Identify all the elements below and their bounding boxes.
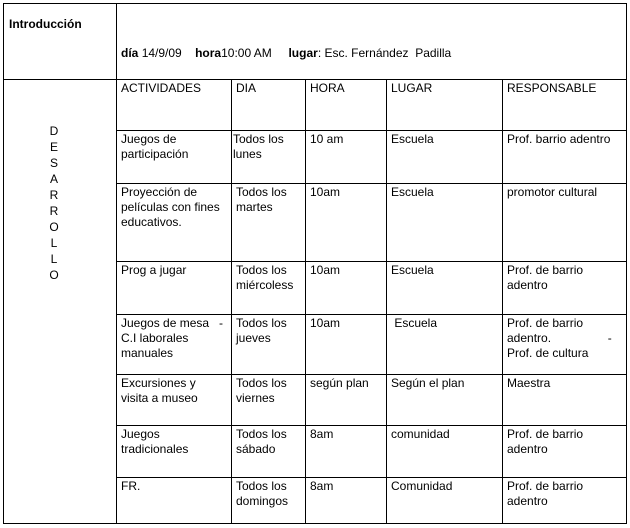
table-cell: 8am: [310, 427, 334, 441]
lugar-value: : Esc. Fernández Padilla: [317, 46, 452, 60]
table-cell: 10 am: [310, 132, 344, 146]
side-label-desarrollo: [44, 123, 64, 283]
col-divider-dia: [231, 79, 232, 524]
row-divider: [116, 374, 627, 375]
side-letter: O: [49, 220, 59, 234]
table-cell: Todos los jueves: [236, 316, 287, 345]
row-divider: [116, 314, 627, 315]
left-column-divider: [116, 3, 117, 524]
column-header-hora: HORA: [310, 81, 345, 95]
table-cell: Proyección de películas con fines educativos.: [121, 185, 220, 229]
table-cell: Juegos tradicionales: [121, 427, 189, 456]
column-header-responsable: RESPONSABLE: [507, 81, 597, 95]
table-cell: Todos los domingos: [236, 479, 289, 508]
table-cell: FR.: [121, 479, 141, 493]
side-letter: L: [50, 252, 58, 266]
side-letter: A: [49, 172, 58, 186]
dia-value: 14/9/09: [141, 46, 182, 60]
header-divider: [3, 79, 627, 80]
table-cell: Escuela: [391, 185, 434, 199]
table-cell: 8am: [310, 479, 334, 493]
table-cell: Comunidad: [391, 479, 453, 493]
table-cell: Escuela: [391, 132, 434, 146]
table-cell: Juegos de participación: [121, 132, 189, 161]
row-divider: [116, 130, 627, 131]
table-cell: Todos los viernes: [236, 376, 287, 405]
table-cell: Prof. de barrio adentro: [507, 427, 584, 456]
table-cell: Prog a jugar: [121, 263, 187, 277]
side-letter: E: [49, 140, 58, 154]
table-cell: comunidad: [391, 427, 450, 441]
table-cell: Maestra: [507, 376, 551, 390]
col-divider-hora: [305, 79, 306, 524]
table-cell: Prof. de barrio adentro. - Prof. de cultura: [507, 316, 612, 360]
hora-value: 10:00 AM: [221, 46, 272, 60]
row-divider: [116, 183, 627, 184]
table-cell: Escuela: [391, 263, 434, 277]
table-cell: Según el plan: [391, 376, 465, 390]
row-divider: [116, 425, 627, 426]
table-cell: Escuela: [391, 316, 438, 330]
table-cell: Prof. barrio adentro: [507, 132, 611, 146]
row-divider: [116, 261, 627, 262]
side-letter: R: [49, 204, 59, 218]
table-cell: 10am: [310, 316, 341, 330]
table-cell: Todos los martes: [236, 185, 287, 214]
side-letter: R: [49, 188, 59, 202]
table-cell: Prof. de barrio adentro: [507, 263, 584, 292]
table-cell: según plan: [310, 376, 369, 390]
dia-label: día: [121, 46, 139, 60]
side-letter: D: [49, 124, 59, 138]
table-cell: 10am: [310, 263, 341, 277]
table-cell: Juegos de mesa - C.I laborales manuales: [121, 316, 224, 360]
section-label-introduccion: Introducción: [9, 17, 82, 31]
table-cell: 10am: [310, 185, 341, 199]
column-header-actividades: ACTIVIDADES: [121, 81, 202, 95]
header-info-line: [121, 46, 451, 61]
side-letter: O: [49, 268, 59, 282]
lugar-label: lugar: [288, 46, 318, 60]
table-cell: promotor cultural: [507, 185, 598, 199]
column-header-dia: DIA: [236, 81, 257, 95]
side-letter: L: [50, 236, 58, 250]
column-header-lugar: LUGAR: [391, 81, 433, 95]
col-divider-lugar: [386, 79, 387, 524]
row-divider: [116, 477, 627, 478]
hora-label: hora: [195, 46, 222, 60]
col-divider-responsable: [502, 79, 503, 524]
table-cell: Todos los miércoless: [236, 263, 294, 292]
table-cell: Prof. de barrio adentro: [507, 479, 584, 508]
table-cell: Excursiones y visita a museo: [121, 376, 198, 405]
table-cell: Todos los lunes: [233, 132, 284, 161]
table-cell: Todos los sábado: [236, 427, 287, 456]
side-letter: S: [49, 156, 58, 170]
